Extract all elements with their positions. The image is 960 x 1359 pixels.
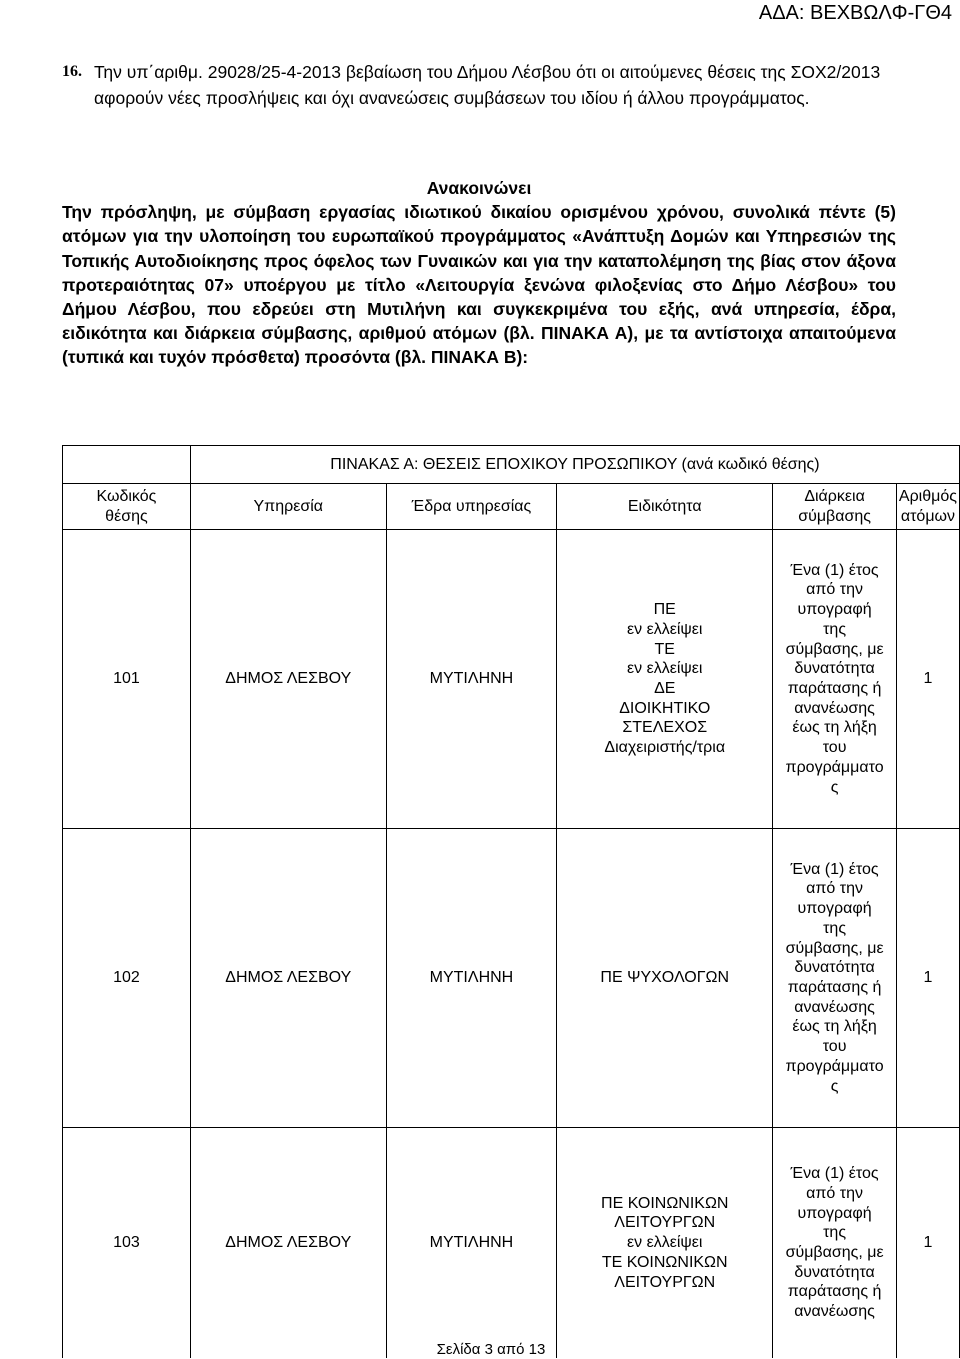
specialty-line: Διαχειριστής/τρια xyxy=(604,739,726,757)
duration-line: ανανέωσης xyxy=(794,998,875,1016)
duration-line: σύμβασης, με xyxy=(785,1244,884,1261)
table-row xyxy=(63,1128,960,1359)
duration-line: της xyxy=(823,1224,847,1242)
duration-line: παράτασης ή xyxy=(787,979,882,996)
specialty-line: ΛΕΙΤΟΥΡΓΩΝ xyxy=(614,1273,716,1291)
duration-line: υπογραφή xyxy=(797,1204,872,1222)
header-duration-line: Διάρκεια xyxy=(804,487,865,505)
header-service: Υπηρεσία xyxy=(190,484,386,530)
duration-line: σύμβασης, με xyxy=(785,939,884,957)
duration-line: Ένα (1) έτος xyxy=(790,561,879,579)
announcement-heading: Ανακοινώνει xyxy=(426,178,532,198)
item-number: 16. xyxy=(62,63,82,80)
cell-service: ΔΗΜΟΣ ΛΕΣΒΟΥ xyxy=(190,530,386,829)
cell-specialty xyxy=(557,829,773,1128)
duration-line: παράτασης ή xyxy=(787,1283,882,1301)
duration-line: από την xyxy=(806,1184,863,1202)
specialty-line: ΠΕ ΚΟΙΝΩΝΙΚΩΝ xyxy=(601,1194,729,1212)
specialty-line: ΠΕ ΨΥΧΟΛΟΓΩΝ xyxy=(600,969,730,987)
header-count-line: ατόμων xyxy=(900,507,956,525)
item-text: Την υπ΄αριθμ. 29028/25-4-2013 βεβαίωση του Δήμου Λέσβου ότι οι αιτούμενες θέσεις της ΣΟΧ2/2013 αφορούν νέες προσλήψεις και όχι ανανεώσεις συμβάσεων του ιδίου ή άλλου προγράμματος. xyxy=(94,62,881,108)
duration-line: της xyxy=(823,620,847,638)
header-code xyxy=(63,484,191,530)
duration-line: υπογραφή xyxy=(797,900,872,918)
cell-duration xyxy=(773,829,897,1128)
cell-code: 101 xyxy=(63,530,191,829)
cell-seat: ΜΥΤΙΛΗΝΗ xyxy=(386,1128,557,1359)
duration-line: από την xyxy=(806,581,863,599)
duration-line: του xyxy=(822,1038,847,1056)
cell-code: 102 xyxy=(63,829,191,1128)
specialty-line: ΠΕ xyxy=(653,601,676,619)
duration-line: σύμβασης, με xyxy=(785,640,884,658)
duration-line: δυνατότητα xyxy=(794,660,875,678)
duration-line: Ένα (1) έτος xyxy=(790,1165,879,1183)
cell-specialty xyxy=(557,530,773,829)
table-title-row xyxy=(63,446,960,484)
header-count xyxy=(896,484,959,530)
cell-seat: ΜΥΤΙΛΗΝΗ xyxy=(386,829,557,1128)
duration-line: δυνατότητα xyxy=(794,1263,875,1281)
ada-code: ΑΔΑ: ΒΕΧΒΩΛΦ-ΓΘ4 xyxy=(758,2,952,24)
header-seat: Έδρα υπηρεσίας xyxy=(386,484,557,530)
positions-table xyxy=(62,445,960,1358)
duration-line: ανανέωσης xyxy=(794,1303,875,1321)
cell-code: 103 xyxy=(63,1128,191,1359)
header-specialty: Ειδικότητα xyxy=(557,484,773,530)
cell-count: 1 xyxy=(896,829,959,1128)
header-duration xyxy=(773,484,897,530)
duration-line: ανανέωσης xyxy=(794,699,875,717)
duration-line: έως τη λήξη xyxy=(792,719,877,737)
duration-line: ς xyxy=(830,1077,839,1095)
cell-duration xyxy=(773,530,897,829)
header-code-line: θέσης xyxy=(105,507,148,525)
duration-line: του xyxy=(822,739,847,757)
duration-line: ς xyxy=(830,778,839,796)
cell-duration xyxy=(773,1128,897,1359)
page-footer xyxy=(0,1341,960,1358)
specialty-line: εν ελλείψει xyxy=(626,1234,703,1252)
specialty-line: ΤΕ ΚΟΙΝΩΝΙΚΩΝ xyxy=(601,1253,728,1271)
specialty-line: ΤΕ xyxy=(654,640,675,658)
duration-line: προγράμματο xyxy=(785,758,884,776)
duration-line: προγράμματο xyxy=(785,1057,884,1075)
duration-line: παράτασης ή xyxy=(787,680,882,697)
announcement-body: Την πρόσληψη, με σύμβαση εργασίας ιδιωτικού δικαίου ορισμένου χρόνου, συνολικά πέντε (5) ατόμων για την υλοποίηση του ευρωπαϊκού προγράμματος «Ανάπτυξη Δομών και Υπηρεσιών της Τοπικής Αυτοδιοίκησης προς όφελος των Γυναικών και για την καταπολέμηση της βίας στον άξονα προτεραιότητας 07» υποέργου με τίτλο «Λειτουργία ξενώνα φιλοξενίας στο Δήμο Λέσβου» του Δήμου Λέσβου, που εδρεύει στη Μυτιλήνη και συγκεκριμένα του εξής, ανά υπηρεσία, έδρα, ειδικότητα και διάρκεια σύμβασης, αριθμού ατόμων (βλ. ΠΙΝΑΚΑ Α), με τα αντίστοιχα απαιτούμενα (τυπικά και τυχόν πρόσθετα) προσόντα (βλ. ΠΙΝΑΚΑ Β): xyxy=(62,202,896,368)
specialty-line: ΛΕΙΤΟΥΡΓΩΝ xyxy=(614,1214,716,1232)
specialty-line: ΣΤΕΛΕΧΟΣ xyxy=(622,719,708,737)
announcement xyxy=(62,176,896,370)
table-title: ΠΙΝΑΚΑΣ Α: ΘΕΣΕΙΣ ΕΠΟΧΙΚΟΥ ΠΡΟΣΩΠΙΚΟΥ (ανά κωδικό θέσης) xyxy=(190,446,959,484)
header-duration-line: σύμβασης xyxy=(798,507,871,525)
cell-service: ΔΗΜΟΣ ΛΕΣΒΟΥ xyxy=(190,829,386,1128)
duration-line: της xyxy=(823,919,847,937)
specialty-line: εν ελλείψει xyxy=(626,660,703,678)
cell-count: 1 xyxy=(896,530,959,829)
page-number: Σελίδα 3 από 13 xyxy=(436,1341,546,1358)
duration-line: δυνατότητα xyxy=(794,959,875,977)
cell-seat: ΜΥΤΙΛΗΝΗ xyxy=(386,530,557,829)
duration-line: έως τη λήξη xyxy=(792,1018,877,1036)
table-header-row xyxy=(63,484,960,530)
specialty-line: εν ελλείψει xyxy=(626,620,703,638)
duration-line: από την xyxy=(806,880,863,898)
header-code-line: Κωδικός xyxy=(96,487,157,505)
duration-line: Ένα (1) έτος xyxy=(790,860,879,878)
item-16 xyxy=(62,59,902,111)
header-count-line: Αριθμός xyxy=(898,487,957,505)
specialty-line: ΔΙΟΙΚΗΤΙΚΟ xyxy=(619,699,711,717)
duration-line: υπογραφή xyxy=(797,601,872,619)
table-row xyxy=(63,829,960,1128)
table-row xyxy=(63,530,960,829)
cell-service: ΔΗΜΟΣ ΛΕΣΒΟΥ xyxy=(190,1128,386,1359)
specialty-line: ΔΕ xyxy=(654,680,676,697)
cell-count: 1 xyxy=(896,1128,959,1359)
cell-specialty xyxy=(557,1128,773,1359)
